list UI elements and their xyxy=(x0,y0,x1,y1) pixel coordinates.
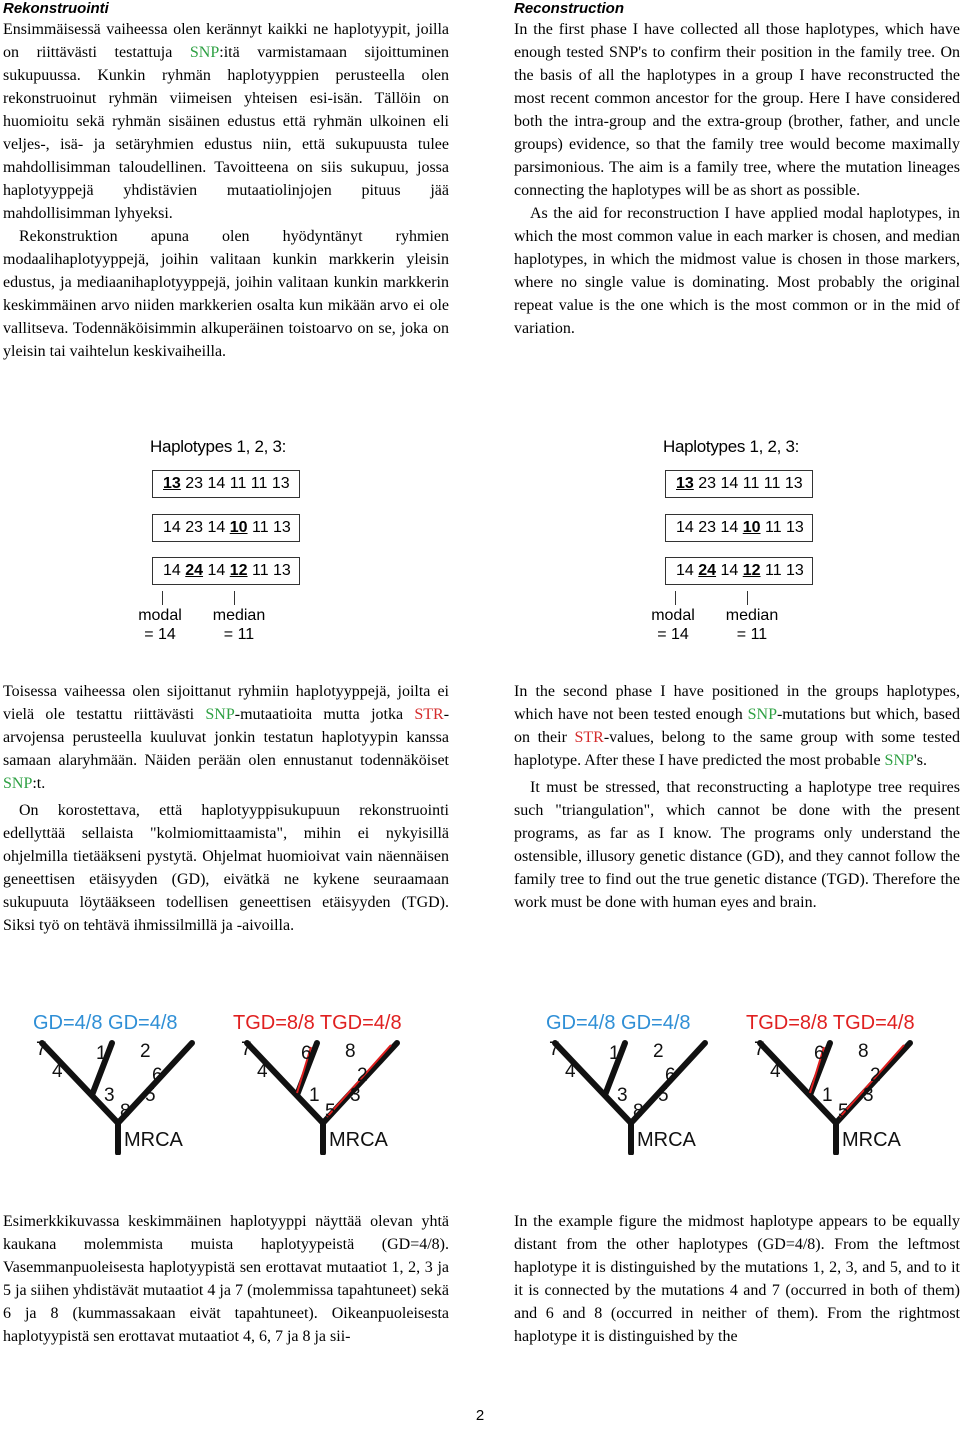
snp-term: SNP xyxy=(884,752,914,769)
mutation-label: 8 xyxy=(345,1041,356,1062)
haplotype-figure-left xyxy=(138,437,350,657)
figure-title: Haplotypes 1, 2, 3: xyxy=(150,437,287,456)
mutation-label: 7 xyxy=(754,1039,765,1060)
tgd-tree xyxy=(754,1039,910,1153)
mutation-label: 2 xyxy=(357,1065,368,1086)
paragraph-en-2: As the aid for reconstruction I have applied modal haplotypes, in which the most common value in each marker is chosen, and median haplotypes, in which the midmost value is chosen in those markers, where no single value is dominating. Most probably the original repeat value is the one which is the most common or in the mid of variation. xyxy=(514,205,960,337)
left-column-top xyxy=(3,0,449,363)
mutation-label: 3 xyxy=(350,1085,361,1106)
mutation-label: 4 xyxy=(565,1061,576,1082)
mutation-label: 2 xyxy=(653,1041,664,1062)
modal-label: modal = 14 xyxy=(651,607,695,643)
mrca-label: MRCA xyxy=(329,1129,388,1151)
haplotype-row-1: 13 23 14 11 11 13 xyxy=(152,470,300,498)
right-column-middle xyxy=(514,680,960,914)
mutation-label: 5 xyxy=(658,1085,669,1106)
mutation-label: 1 xyxy=(609,1043,620,1064)
mutation-label: 5 xyxy=(145,1085,156,1106)
median-marker-line xyxy=(747,591,748,605)
right-column-bottom xyxy=(514,1210,960,1348)
paragraph-en-4: It must be stressed, that reconstructing a haplotype tree requires such "triangulation", which cannot be done with the present programs, as far as I know. The programs only understand the ostensible, illusory genetic distance (GD), and they cannot follow the family tree to find out the true genetic distance (TGD). Therefore the work must be done with human eyes and brain. xyxy=(514,779,960,911)
gd-label: GD=4/8 GD=4/8 xyxy=(33,1012,178,1034)
mrca-label: MRCA xyxy=(637,1129,696,1151)
left-column-middle xyxy=(3,680,449,937)
tgd-label: TGD=8/8 TGD=4/8 xyxy=(233,1012,402,1034)
median-label: median = 11 xyxy=(725,607,779,643)
mutation-label: 1 xyxy=(96,1043,107,1064)
haplotype-row-2: 14 23 14 10 11 13 xyxy=(665,514,813,542)
mutation-tree-figure-left xyxy=(28,1005,428,1155)
paragraph-fi-2: Rekonstruktion apuna olen hyödyntänyt ryhmien modaalihaplotyyppejä, joihin valitaan kunkin markkerin yleisin edustus, ja mediaanihaplotyyppejä, joihin valitaan kunkin markkerin keskimmäinen arvo niiden markkerien osalta kun mikään arvo ei ole vallitseva. Todennäköisimmin alkuperäinen toistoarvo on se, joka on yleisin tai vaihtelun keskivaiheilla. xyxy=(3,228,449,360)
modal-marker-line xyxy=(675,591,676,605)
paragraph-en-1: In the first phase I have collected all those haplotypes, which have enough tested SNP's to confirm their position in the family tree. On the basis of all the haplotypes in a group I have reconstructed the most recent common ancestor for the group. Here I have considered both the intra-group and the extra-group (brother, father, and uncle groups) evidence, so that the family tree would become maximally parsimonious. The aim is a family tree, where the mutation lineages connecting the haplotypes will be as short as possible. xyxy=(514,21,960,199)
mutation-label: 3 xyxy=(617,1085,628,1106)
section-heading-english: Reconstruction xyxy=(514,0,625,17)
mutation-label: 1 xyxy=(309,1085,320,1106)
median-label: median = 11 xyxy=(212,607,266,643)
haplotype-row-3: 14 24 14 12 11 13 xyxy=(665,557,813,585)
haplotype-row-2: 14 23 14 10 11 13 xyxy=(152,514,300,542)
right-column-top xyxy=(514,0,960,340)
str-term: STR xyxy=(574,729,604,746)
paragraph-fi-5: Esimerkkikuvassa keskimmäinen haplotyyppi näyttää olevan yhtä kaukana molemmista muista haplotyypeistä (GD=4/8). Vasemmanpuoleisesta haplotyypistä sen erottavat mutaatiot 1, 2, 3 ja 5 ja siihen yhdistävät mutaatiot 4 ja 7 (molemmissa tapahtuneet) sekä 6 ja 8 (kummassakaan eivät tapahtuneet). Oikeanpuoleisesta haplotyypistä sen erottavat mutaatiot 4, 6, 7 ja 8 ja sii- xyxy=(3,1213,449,1345)
mrca-label: MRCA xyxy=(842,1129,901,1151)
snp-term: SNP xyxy=(747,706,777,723)
snp-term: SNP xyxy=(189,44,220,61)
page-number: 2 xyxy=(475,1407,485,1424)
haplotype-row-3: 14 24 14 12 11 13 xyxy=(152,557,300,585)
mutation-label: 5 xyxy=(838,1101,849,1122)
mutation-label: 4 xyxy=(257,1061,268,1082)
modal-label: modal = 14 xyxy=(138,607,182,643)
modal-marker-line xyxy=(162,591,163,605)
snp-term: SNP xyxy=(3,775,33,792)
mutation-label: 4 xyxy=(770,1061,781,1082)
mutation-label: 2 xyxy=(140,1041,151,1062)
mutation-label: 4 xyxy=(52,1061,63,1082)
tgd-tree xyxy=(241,1039,397,1153)
gd-label: GD=4/8 GD=4/8 xyxy=(546,1012,691,1034)
gd-tree xyxy=(549,1039,705,1153)
mutation-label: 7 xyxy=(36,1039,47,1060)
mutation-label: 3 xyxy=(863,1085,874,1106)
mutation-label: 8 xyxy=(633,1101,644,1122)
mutation-label: 3 xyxy=(104,1085,115,1106)
haplotype-row-1: 13 23 14 11 11 13 xyxy=(665,470,813,498)
mutation-label: 1 xyxy=(822,1085,833,1106)
paragraph-en-3: In the second phase I have positioned in the groups haplotypes, which have not been tested enough SNP-mutations but which, based on their STR-values, belong to the same group with some tested haplotype. After these I have predicted the most probable SNP's. xyxy=(514,683,960,769)
figure-title: Haplotypes 1, 2, 3: xyxy=(663,437,800,456)
paragraph-fi-1: Ensimmäisessä vaiheessa olen kerännyt kaikki ne haplotyypit, joilla on riittävästi testattuja SNP:itä varmistamaan sijoittuminen sukupuussa. Kunkin ryhmän haplotyyppien perusteella olen rekonstruoinut ryhmän viimeisen yhteisen esi-isän. Tällöin on huomioitu sekä ryhmän sisäinen edustus että ryhmän ulkoinen eli veljes-, isä- ja setäryhmien edustus niin, että sukupuusta tulee mahdollisimman taloudellinen. Tavoitteena on siis sukupuu, jossa haplotyyppejä yhdistävien mutaatiolinjojen pituus jää mahdollisimman lyhyeksi. xyxy=(3,21,450,222)
mrca-label: MRCA xyxy=(124,1129,183,1151)
tgd-label: TGD=8/8 TGD=4/8 xyxy=(746,1012,915,1034)
mutation-label: 7 xyxy=(241,1039,252,1060)
mutation-label: 6 xyxy=(301,1043,312,1064)
mutation-label: 5 xyxy=(325,1101,336,1122)
gd-tree xyxy=(36,1039,192,1153)
mutation-label: 8 xyxy=(120,1101,131,1122)
snp-term: SNP xyxy=(205,706,235,723)
paragraph-fi-3: Toisessa vaiheessa olen sijoittanut ryhmiin haplotyyppejä, joilta ei vielä ole testattu riittävästi SNP-mutaatioita mutta jotka STR-arvojensa perusteella kuuluvat jonkin testatun haplotyypin kanssa samaan alaryhmään. Näiden perään olen ennustanut todennäköiset SNP:t. xyxy=(3,683,450,792)
paragraph-fi-4: On korostettava, että haplotyyppisukupuun rekonstruointi edellyttää sellaista "kolmiomittaamista", mihin ei nykyisillä ohjelmilla tietääkseni pystytä. Ohjelmat huomioivat vain näennäisen geneettisen etäisyyden (GD), eivätkä ne kykene seuraamaan sukupuuta löytääkseen todellisen geneettisen etäisyyden (TGD). Siksi työ on tehtävä ihmissilmillä ja -aivoilla. xyxy=(3,802,449,934)
mutation-label: 6 xyxy=(814,1043,825,1064)
mutation-label: 2 xyxy=(870,1065,881,1086)
section-heading-finnish: Rekonstruointi xyxy=(3,0,109,17)
left-column-bottom xyxy=(3,1210,449,1348)
paragraph-en-5: In the example figure the midmost haplotype appears to be equally distant from the other haplotypes (GD=4/8). From the leftmost haplotype it is distinguished by the mutations 1, 2, 3, and 5, and to it it is connected by the mutations 4 and 7 (occurred in both of them) and 6 and 8 (occurred in neither of them). From the rightmost haplotype it is distinguished by the xyxy=(514,1213,960,1345)
mutation-tree-figure-right xyxy=(541,1005,941,1155)
mutation-label: 8 xyxy=(858,1041,869,1062)
mutation-label: 6 xyxy=(152,1065,163,1086)
median-marker-line xyxy=(234,591,235,605)
str-term: STR xyxy=(414,706,444,723)
mutation-label: 6 xyxy=(665,1065,676,1086)
haplotype-figure-right xyxy=(651,437,863,657)
mutation-label: 7 xyxy=(549,1039,560,1060)
